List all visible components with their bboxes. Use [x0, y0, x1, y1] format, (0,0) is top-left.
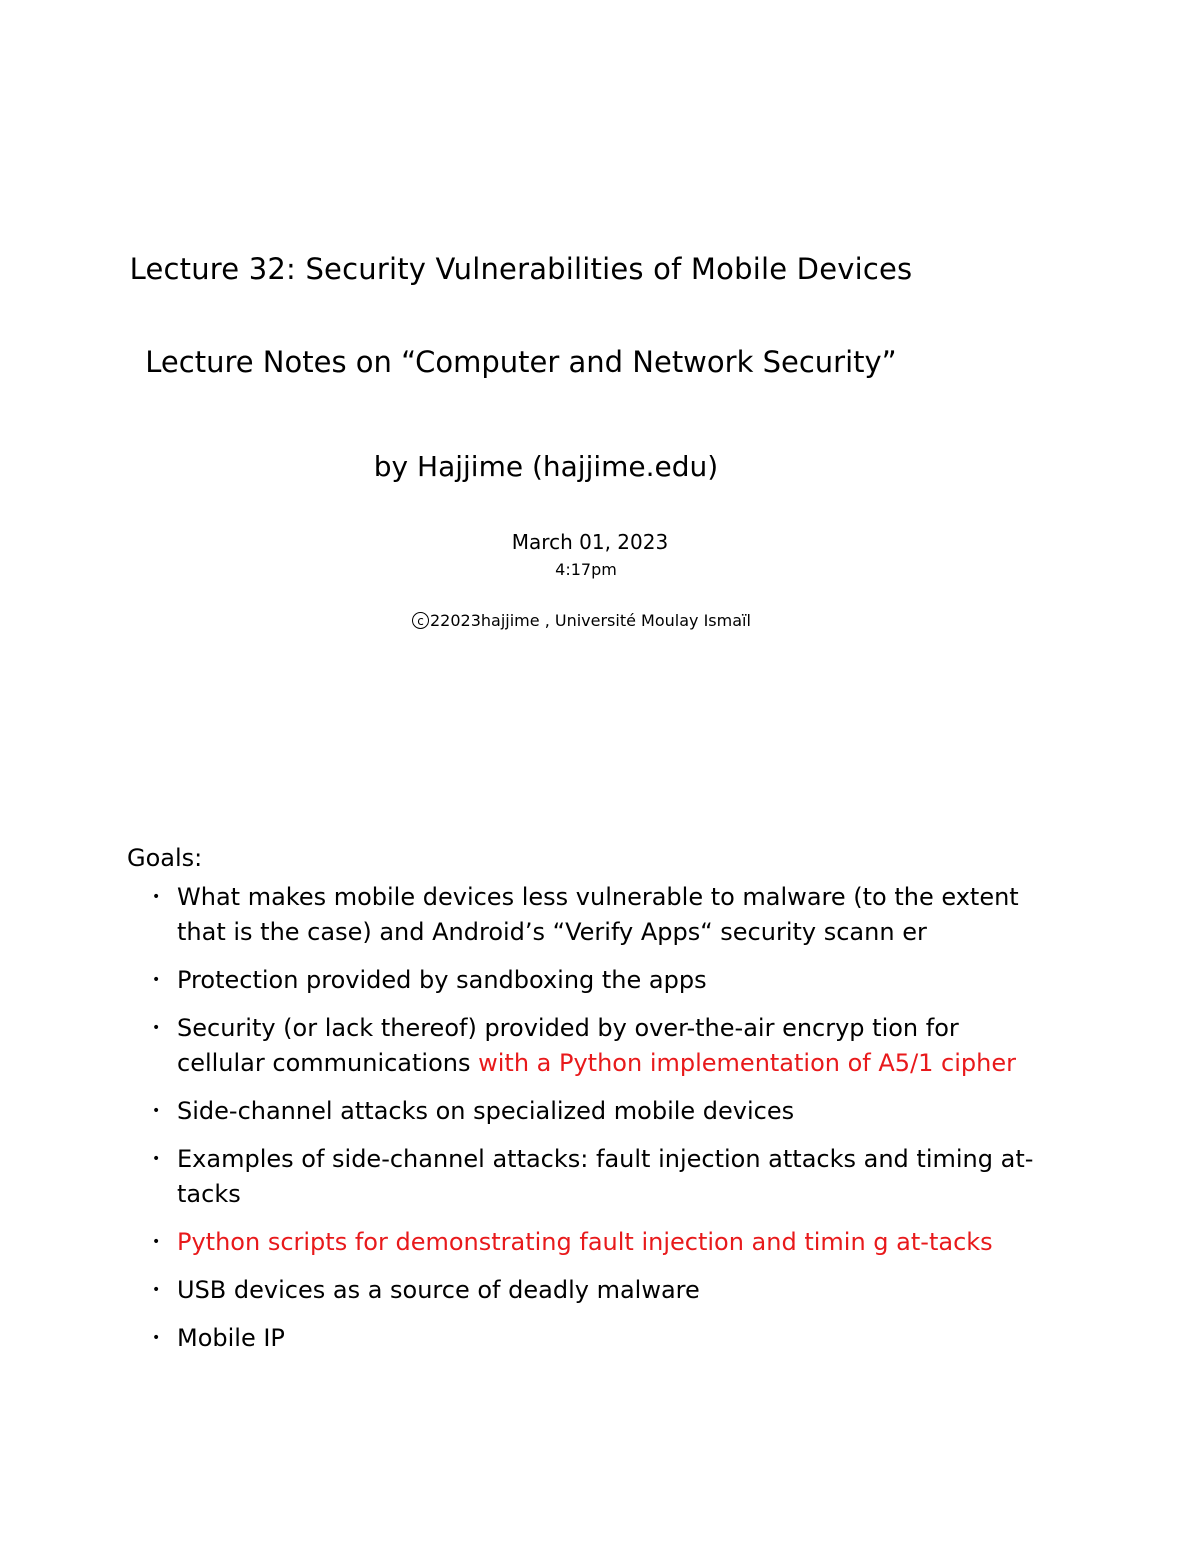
- copyright-icon: c: [412, 612, 429, 629]
- goal-item: [152, 1094, 1052, 1129]
- goal-text: Mobile IP: [177, 1324, 285, 1352]
- bullet-icon: •: [152, 1234, 161, 1250]
- lecture-date: March 01, 2023: [511, 530, 669, 554]
- bullet-icon: •: [152, 1020, 161, 1036]
- goal-item: [152, 1273, 1052, 1308]
- goal-text: What makes mobile devices less vulnerable to malware (to the extent that is the case) and Android’s “Verify Apps“ security scann er: [177, 883, 1019, 946]
- lecture-time: 4:17pm: [555, 560, 617, 579]
- goal-text: USB devices as a source of deadly malware: [177, 1276, 700, 1304]
- author-line: by Hajjime (hajjime.edu): [373, 450, 719, 483]
- goal-text: Security (or lack thereof) provided by over-the-air encryp tion for cellular communications: [177, 1014, 959, 1077]
- goal-text: Examples of side-channel attacks: fault injection attacks and timing at-tacks: [177, 1145, 1034, 1208]
- copyright-line: [412, 611, 751, 630]
- bullet-icon: •: [152, 889, 161, 905]
- lecture-title: Lecture 32: Security Vulnerabilities of Mobile Devices: [129, 252, 913, 286]
- goal-text: Protection provided by sandboxing the apps: [177, 966, 707, 994]
- goals-heading: Goals:: [127, 844, 203, 872]
- goals-list: [152, 880, 1052, 1369]
- bullet-icon: •: [152, 1282, 161, 1298]
- goal-text: Side-channel attacks on specialized mobile devices: [177, 1097, 795, 1125]
- goal-highlight: with a Python implementation of A5/1 cipher: [478, 1049, 1016, 1077]
- goal-item: [152, 1142, 1052, 1212]
- goal-item: [152, 963, 1052, 998]
- copyright-text: 22023hajjime , Université Moulay Ismaïl: [430, 611, 751, 630]
- goal-item: [152, 1321, 1052, 1356]
- goal-item: [152, 1225, 1052, 1260]
- bullet-icon: •: [152, 972, 161, 988]
- goal-item: [152, 1011, 1052, 1081]
- goal-item: [152, 880, 1052, 950]
- bullet-icon: •: [152, 1151, 161, 1167]
- goal-highlight: Python scripts for demonstrating fault injection and timin g at-tacks: [177, 1228, 993, 1256]
- lecture-subtitle: Lecture Notes on “Computer and Network Security”: [145, 345, 897, 379]
- bullet-icon: •: [152, 1103, 161, 1119]
- bullet-icon: •: [152, 1330, 161, 1346]
